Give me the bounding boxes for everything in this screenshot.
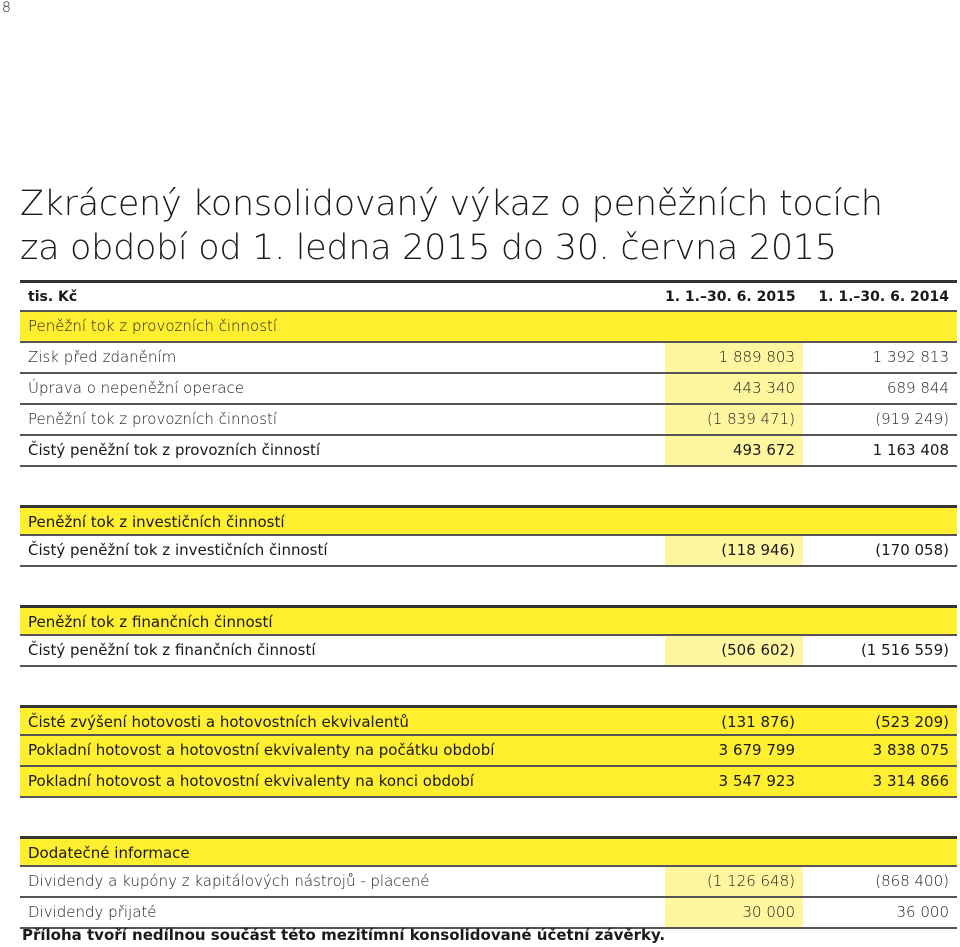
row-value-2015: 30 000 (742, 903, 795, 921)
row-value-2014: 3 314 866 (872, 772, 949, 790)
row-label: Pokladní hotovost a hotovostní ekvivalenty na konci období (28, 772, 474, 790)
section-heading-additional (20, 836, 957, 867)
row-value-2015: (118 946) (721, 541, 795, 559)
row-value-2015: 1 889 803 (718, 348, 795, 366)
table-header-row (20, 280, 957, 312)
row-value-2015: (1 839 471) (706, 410, 795, 428)
total-row-operating (20, 436, 957, 467)
table-row (20, 343, 957, 374)
total-row-investing (20, 536, 957, 567)
spacer (20, 567, 957, 605)
row-label: Dividendy a kupóny z kapitálových nástrojů - placené (28, 872, 430, 890)
table-row (20, 374, 957, 405)
row-value-2015: (506 602) (721, 641, 795, 659)
section-heading-label: Peněžní tok z investičních činností (28, 513, 285, 531)
section-heading-operating (20, 312, 957, 343)
row-value-2014: 689 844 (886, 379, 949, 397)
row-value-2014: 1 392 813 (872, 348, 949, 366)
row-label: Čisté zvýšení hotovosti a hotovostních ekvivalentů (28, 713, 409, 731)
footnote: Příloha tvoří nedílnou součást této mezitímní konsolidované účetní závěrky. (22, 926, 666, 944)
row-value-2014: (919 249) (875, 410, 949, 428)
total-row-financing (20, 636, 957, 667)
row-value-2014: (523 209) (875, 713, 949, 731)
section-heading-financing (20, 605, 957, 636)
title-line-2: za období od 1. ledna 2015 do 30. června 2015 (20, 228, 837, 268)
row-value-2014: (868 400) (875, 872, 949, 890)
row-label: Pokladní hotovost a hotovostní ekvivalenty na počátku období (28, 741, 495, 759)
table-row (20, 898, 957, 929)
section-heading-investing (20, 505, 957, 536)
row-label: Čistý peněžní tok z provozních činností (28, 441, 321, 459)
row-label: Čistý peněžní tok z investičních činností (28, 541, 328, 559)
summary-row-net-change (20, 705, 957, 736)
section-heading-label: Dodatečné informace (28, 844, 190, 862)
page-title (20, 182, 883, 270)
column-header-2014: 1. 1.–30. 6. 2014 (818, 289, 949, 305)
summary-row-closing-cash (20, 767, 957, 798)
row-value-2014: (170 058) (875, 541, 949, 559)
spacer (20, 667, 957, 705)
page-number: 8 (2, 0, 11, 16)
table-row (20, 867, 957, 898)
row-value-2014: 1 163 408 (872, 441, 949, 459)
cash-flow-table (20, 280, 957, 929)
column-header-2015: 1. 1.–30. 6. 2015 (665, 289, 796, 305)
spacer (20, 798, 957, 836)
row-value-2015: (131 876) (721, 713, 795, 731)
row-label: Dividendy přijaté (28, 903, 157, 921)
row-label: Peněžní tok z provozních činností (28, 410, 278, 428)
spacer (20, 467, 957, 505)
section-heading-label: Peněžní tok z finančních činností (28, 613, 273, 631)
row-value-2014: 36 000 (896, 903, 949, 921)
table-row (20, 405, 957, 436)
unit-label: tis. Kč (28, 289, 78, 305)
row-value-2014: (1 516 559) (860, 641, 949, 659)
row-value-2015: 3 679 799 (718, 741, 795, 759)
row-value-2015: 3 547 923 (718, 772, 795, 790)
row-value-2015: 493 672 (732, 441, 795, 459)
title-line-1: Zkrácený konsolidovaný výkaz o peněžních tocích (20, 184, 883, 224)
row-label: Úprava o nepeněžní operace (28, 379, 244, 397)
row-label: Čistý peněžní tok z finančních činností (28, 641, 316, 659)
row-value-2015: (1 126 648) (706, 872, 795, 890)
row-label: Zisk před zdaněním (28, 348, 177, 366)
row-value-2015: 443 340 (732, 379, 795, 397)
row-value-2014: 3 838 075 (872, 741, 949, 759)
section-heading-label: Peněžní tok z provozních činností (28, 317, 278, 335)
summary-row-opening-cash (20, 736, 957, 767)
